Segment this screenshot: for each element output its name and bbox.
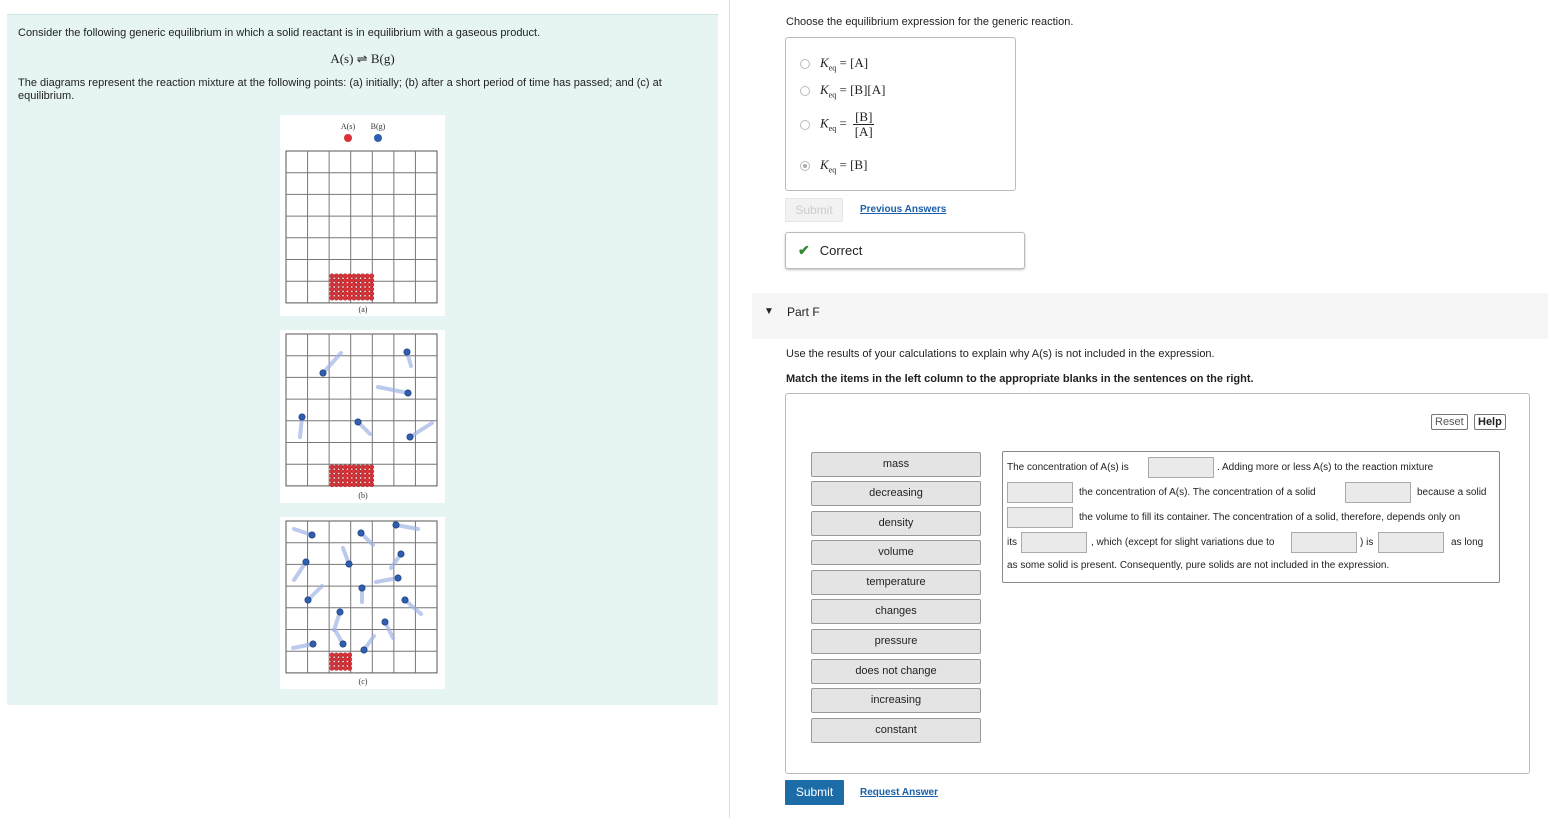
drag-tile[interactable]: increasing [811, 688, 981, 713]
diagram-label: (c) [358, 677, 368, 686]
part-f-header[interactable] [752, 293, 1548, 339]
diagram-c [280, 517, 445, 689]
legend-solid-dot [344, 134, 352, 142]
reaction-equation: A(s) ⇌ B(g) [330, 51, 395, 66]
drop-blank-3[interactable] [1345, 482, 1411, 503]
choice-keq-b[interactable]: $K_{eq} = [B]$ [800, 157, 867, 175]
drop-blank-7[interactable] [1378, 532, 1444, 553]
submit-button[interactable]: Submit [785, 780, 844, 805]
diagram-label: (b) [358, 491, 368, 500]
drop-blank-1[interactable] [1148, 457, 1214, 478]
collapse-triangle-icon[interactable]: ▼ [764, 306, 774, 317]
drop-blank-5[interactable] [1021, 532, 1087, 553]
drop-blank-4[interactable] [1007, 507, 1073, 528]
part-f-title: Part F [787, 305, 820, 319]
drop-blank-2[interactable] [1007, 482, 1073, 503]
answer-choices [785, 37, 1016, 191]
sentence-text: The concentration of A(s) is [1007, 462, 1129, 473]
drag-tile[interactable]: changes [811, 599, 981, 624]
drag-tile[interactable]: pressure [811, 629, 981, 654]
part-f-instruction: Use the results of your calculations to explain why A(s) is not included in the expression. [786, 348, 1215, 360]
sentence-area [1002, 451, 1500, 583]
drag-tile[interactable]: density [811, 511, 981, 536]
sentence-text: its [1007, 537, 1017, 548]
radio-button[interactable] [800, 120, 810, 130]
request-answer-link[interactable]: Request Answer [860, 787, 938, 798]
match-instruction: Match the items in the left column to the appropriate blanks in the sentences on the right. [786, 373, 1254, 385]
sentence-text: as long [1451, 537, 1484, 548]
help-button[interactable]: Help [1474, 414, 1506, 430]
sentence-text: , which (except for slight variations due to [1091, 537, 1275, 548]
choice-keq-b-a[interactable]: $K_{eq} = [B][A]$ [800, 82, 885, 100]
diagram-label: (a) [358, 305, 368, 314]
result-feedback [785, 232, 1025, 269]
container-grid [286, 334, 437, 486]
drag-tile[interactable]: constant [811, 718, 981, 743]
radio-button[interactable] [800, 59, 810, 69]
legend-gas-dot [374, 134, 382, 142]
intro-text: Consider the following generic equilibrium in which a solid reactant is in equilibrium with a gaseous product. [18, 27, 541, 39]
solid-particles [330, 465, 374, 487]
diagram-b-image [280, 330, 445, 503]
legend-solid-label: A(s) [340, 122, 356, 131]
reset-button[interactable]: Reset [1431, 414, 1468, 430]
diagram-a [280, 115, 445, 316]
radio-button[interactable] [800, 86, 810, 96]
choice-keq-a[interactable]: $K_{eq} = [A]$ [800, 55, 868, 73]
submit-button-disabled: Submit [785, 198, 843, 222]
panel-divider [729, 0, 730, 818]
sentence-text: the volume to fill its container. The concentration of a solid, therefore, depends only on [1079, 512, 1461, 523]
solid-particles [330, 653, 352, 671]
sentence-text: . Adding more or less A(s) to the reaction mixture [1217, 462, 1434, 473]
legend-gas-label: B(g) [370, 122, 386, 131]
problem-panel [7, 14, 718, 705]
part-e-prompt: Choose the equilibrium expression for the generic reaction. [786, 16, 1074, 28]
result-text: Correct [819, 243, 863, 258]
drag-tile[interactable]: temperature [811, 570, 981, 595]
diagram-a-image [280, 115, 445, 316]
sentence-text: the concentration of A(s). The concentration of a solid [1079, 487, 1316, 498]
sentence-text: ) is [1360, 537, 1374, 548]
previous-answers-link[interactable]: Previous Answers [860, 204, 947, 215]
drag-drop-area [785, 393, 1530, 774]
drag-tile[interactable]: does not change [811, 659, 981, 684]
checkmark-icon: ✔ [798, 242, 810, 258]
diagram-b [280, 330, 445, 503]
radio-button-selected[interactable] [800, 161, 810, 171]
drop-blank-6[interactable] [1291, 532, 1357, 553]
drag-tile[interactable]: decreasing [811, 481, 981, 506]
choice-keq-b-over-a[interactable]: $K_{eq}$ = $\frac{[B]}{[A]}$ [800, 110, 874, 139]
sentence-text: as some solid is present. Consequently, pure solids are not included in the expression. [1007, 560, 1390, 571]
sentence-text: because a solid [1417, 487, 1487, 498]
diagram-c-image [280, 517, 445, 689]
drag-tile[interactable]: mass [811, 452, 981, 477]
drag-tile[interactable]: volume [811, 540, 981, 565]
diagram-description: The diagrams represent the reaction mixture at the following points: (a) initially; (b) after a short period of time has passed; and (c) at equilibrium. [18, 77, 662, 102]
